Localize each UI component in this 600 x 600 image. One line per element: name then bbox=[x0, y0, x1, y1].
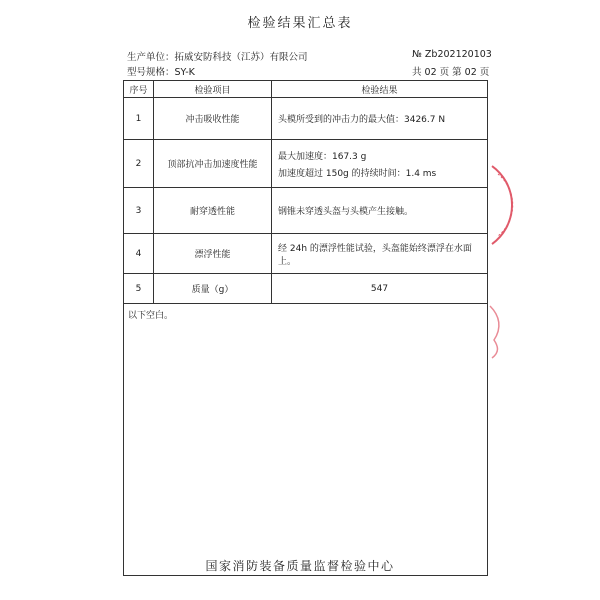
row-result: 钢锥未穿透头盔与头模产生接触。 bbox=[278, 207, 414, 217]
producer-value: 拓威安防科技（江苏）有限公司 bbox=[174, 52, 308, 63]
row-result bbox=[272, 140, 487, 187]
official-stamp-top bbox=[488, 160, 518, 250]
row-item: 冲击吸收性能 bbox=[154, 98, 272, 139]
remark-text: 以下空白。 bbox=[128, 311, 174, 321]
table-row bbox=[124, 188, 487, 234]
row-result-line: 最大加速度：167.3 g bbox=[278, 151, 367, 162]
row-item: 质量（g） bbox=[154, 274, 272, 303]
row-no: 4 bbox=[124, 234, 154, 273]
row-item: 顶部抗冲击加速度性能 bbox=[154, 140, 272, 187]
model-value: SY-K bbox=[174, 67, 195, 78]
table-row bbox=[124, 98, 487, 140]
header-no: 序号 bbox=[124, 81, 154, 97]
page-info: 共 02 页 第 02 页 bbox=[412, 67, 490, 78]
document-title: 检验结果汇总表 bbox=[247, 16, 353, 31]
header-item: 检验项目 bbox=[154, 81, 272, 97]
table-row bbox=[124, 234, 487, 274]
footer-organization: 国家消防装备质量监督检验中心 bbox=[205, 559, 395, 573]
results-table bbox=[123, 80, 488, 576]
row-item: 耐穿透性能 bbox=[154, 188, 272, 233]
row-result: 经 24h 的漂浮性能试验，头盔能始终漂浮在水面上。 bbox=[278, 243, 472, 267]
row-item: 漂浮性能 bbox=[154, 234, 272, 273]
official-stamp-bottom bbox=[488, 300, 508, 360]
producer-label: 生产单位： bbox=[127, 52, 175, 63]
row-no: 2 bbox=[124, 140, 154, 187]
table-row bbox=[124, 140, 487, 188]
model-line bbox=[127, 64, 195, 78]
row-result-line: 加速度超过 150g 的持续时间：1.4 ms bbox=[278, 168, 437, 179]
row-no: 1 bbox=[124, 98, 154, 139]
row-result: 头模所受到的冲击力的最大值：3426.7 N bbox=[278, 115, 446, 125]
producer-line bbox=[127, 49, 308, 63]
table-row bbox=[124, 274, 487, 304]
report-number: № Zb202120103 bbox=[412, 49, 492, 60]
stamp-mark bbox=[490, 306, 499, 358]
stamp-inner-arc bbox=[498, 174, 513, 236]
header-result: 检验结果 bbox=[361, 85, 398, 96]
row-no: 3 bbox=[124, 188, 154, 233]
model-label: 型号规格： bbox=[127, 67, 175, 78]
table-header-row bbox=[124, 81, 487, 98]
row-no: 5 bbox=[124, 274, 154, 303]
row-result: 547 bbox=[370, 283, 389, 294]
